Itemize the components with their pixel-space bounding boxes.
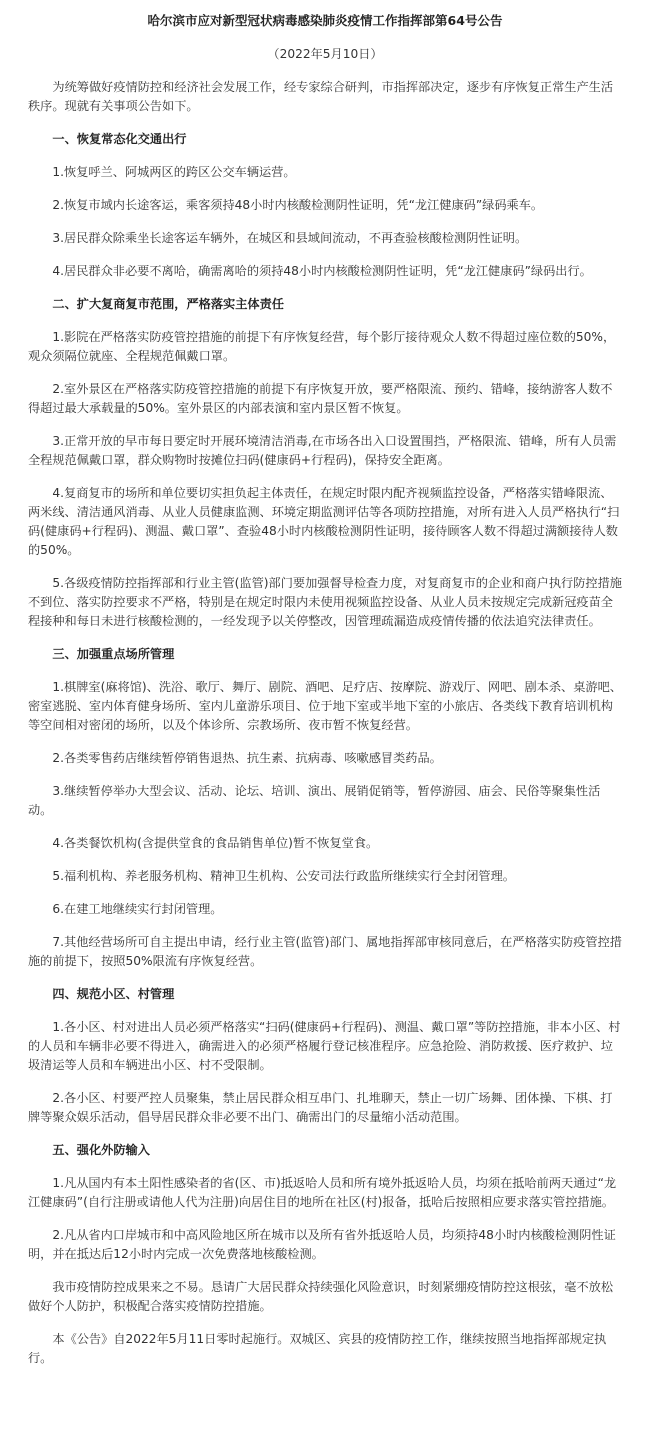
closing-paragraph: 我市疫情防控成果来之不易。恳请广大居民群众持续强化风险意识，时刻紧绷疫情防控这根弦，毫不放松做好个人防护，积极配合落实疫情防控措施。 (28, 1280, 614, 1313)
section-item: 1.各小区、村对进出人员必须严格落实“扫码(健康码+行程码)、测温、戴口罩”等防控措施，非本小区、村的人员和车辆非必要不得进入，确需进入的必须严格履行登记核准程序。应急抢险、消防救援、医疗救护、垃圾清运等人员和车辆进出小区、村不受限制。 (28, 1020, 621, 1072)
sections-container (28, 130, 622, 1264)
section-item: 2.室外景区在严格落实防疫管控措施的前提下有序恢复开放，要严格限流、预约、错峰，接纳游客人数不得超过最大承载量的50%。室外景区的内部表演和室内景区暂不恢复。 (28, 382, 613, 415)
section-item: 5.福利机构、养老服务机构、精神卫生机构、公安司法行政监所继续实行全封闭管理。 (52, 869, 515, 883)
section-item: 3.正常开放的早市每日要定时开展环境清洁消毒,在市场各出入口设置围挡，严格限流、错峰，所有人员需全程规范佩戴口罩，群众购物时按摊位扫码(健康码+行程码)，保持安全距离。 (28, 434, 617, 467)
section-heading: 一、恢复常态化交通出行 (52, 132, 187, 146)
section-item: 2.恢复市域内长途客运，乘客须持48小时内核酸检测阴性证明，凭“龙江健康码”绿码乘车。 (52, 198, 544, 212)
section-item: 1.凡从国内有本土阳性感染者的省(区、市)抵返哈人员和所有境外抵返哈人员，均须在抵哈前两天通过“龙江健康码”(自行注册或请他人代为注册)向居住目的地所在社区(村)报备，抵哈后按照相应要求落实管控措施。 (28, 1176, 617, 1209)
section-heading: 三、加强重点场所管理 (52, 647, 175, 661)
section-item: 5.各级疫情防控指挥部和行业主管(监管)部门要加强督导检查力度，对复商复市的企业和商户执行防控措施不到位、落实防控要求不严格，特别是在规定时限内未使用视频监控设备、从业人员未按规定完成新冠疫苗全程接种和每日未进行核酸检测的，一经发现予以关停整改，因管理疏漏造成疫情传播的依法追究法律责任。 (28, 576, 622, 628)
section-item: 1.棋牌室(麻将馆)、洗浴、歌厅、舞厅、剧院、酒吧、足疗店、按摩院、游戏厅、网吧、剧本杀、桌游吧、密室逃脱、室内体育健身场所、室内儿童游乐项目、位于地下室或半地下室的小旅店、各类线下教育培训机构等空间相对密闭的场所，以及个体诊所、宗教场所、夜市暂不恢复经营。 (28, 680, 622, 732)
section-item: 2.各小区、村要严控人员聚集，禁止居民群众相互串门、扎堆聊天，禁止一切广场舞、团体操、下棋、打牌等聚众娱乐活动，倡导居民群众非必要不出门、确需出门的尽量缩小活动范围。 (28, 1091, 613, 1124)
closing-container (28, 1278, 622, 1368)
section-item: 7.其他经营场所可自主提出申请，经行业主管(监管)部门、属地指挥部审核同意后，在严格落实防疫管控措施的前提下，按照50%限流有序恢复经营。 (28, 935, 622, 968)
document-title: 哈尔滨市应对新型冠状病毒感染肺炎疫情工作指挥部第64号公告 (147, 13, 503, 28)
section-item: 4.居民群众非必要不离哈，确需离哈的须持48小时内核酸检测阴性证明，凭“龙江健康码”绿码出行。 (52, 264, 592, 278)
section-item: 1.恢复呼兰、阿城两区的跨区公交车辆运营。 (52, 165, 296, 179)
section-item: 3.继续暂停举办大型会议、活动、论坛、培训、演出、展销促销等，暂停游园、庙会、民俗等聚集性活动。 (28, 784, 601, 817)
section-item: 4.复商复市的场所和单位要切实担负起主体责任，在规定时限内配齐视频监控设备，严格落实错峰限流、两米线、清洁通风消毒、从业人员健康监测、环境定期监测评估等各项防控措施，对所有进入人员严格执行“扫码(健康码+行程码)、测温、戴口罩”、查验48小时内核酸检测阴性证明，接待顾客人数不得超过满额接待人数的50%。 (28, 486, 620, 557)
section-item: 6.在建工地继续实行封闭管理。 (52, 902, 223, 916)
section-heading: 五、强化外防输入 (52, 1143, 150, 1157)
section-item: 1.影院在严格落实防疫管控措施的前提下有序恢复经营，每个影厅接待观众人数不得超过座位数的50%，观众须隔位就座、全程规范佩戴口罩。 (28, 330, 616, 363)
section-item: 4.各类餐饮机构(含提供堂食的食品销售单位)暂不恢复堂食。 (52, 836, 379, 850)
section-heading: 四、规范小区、村管理 (52, 987, 175, 1001)
closing-paragraph: 本《公告》自2022年5月11日零时起施行。双城区、宾县的疫情防控工作，继续按照当地指挥部规定执行。 (28, 1332, 607, 1365)
section-item: 2.凡从省内口岸城市和中高风险地区所在城市以及所有省外抵返哈人员，均须持48小时内核酸检测阴性证明，并在抵达后12小时内完成一次免费落地核酸检测。 (28, 1228, 616, 1261)
section-item: 2.各类零售药店继续暂停销售退热、抗生素、抗病毒、咳嗽感冒类药品。 (52, 751, 442, 765)
section-item: 3.居民群众除乘坐长途客运车辆外，在城区和县域间流动，不再查验核酸检测阴性证明。 (52, 231, 528, 245)
section-heading: 二、扩大复商复市范围，严格落实主体责任 (52, 297, 284, 311)
intro-paragraph: 为统筹做好疫情防控和经济社会发展工作，经专家综合研判，市指挥部决定，逐步有序恢复正常生产生活秩序。现就有关事项公告如下。 (28, 80, 614, 113)
document-date: （2022年5月10日） (267, 47, 383, 61)
